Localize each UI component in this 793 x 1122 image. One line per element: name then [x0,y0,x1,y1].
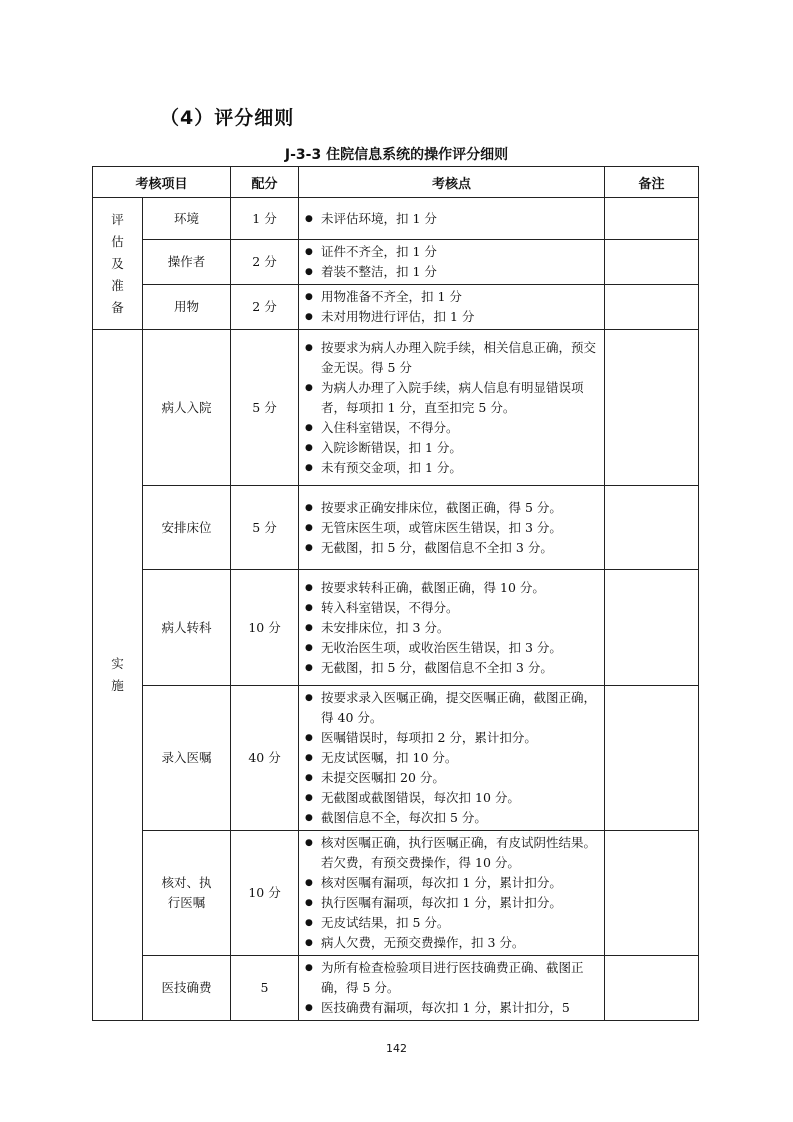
item-cell: 录入医嘱 [143,686,231,831]
point: ● 未提交医嘱扣 20 分。 [305,768,600,788]
item-cell: 操作者 [143,240,231,285]
item-cell: 医技确费 [143,956,231,1021]
table-row [93,198,699,240]
table-row [93,486,699,570]
points-cell [299,956,605,1021]
note-cell [605,831,699,956]
table-row [93,330,699,486]
header-points: 考核点 [299,167,605,198]
point: ● 按要求录入医嘱正确，提交医嘱正确，截图正确，得 40 分。 [305,688,600,728]
page-number: 142 [386,1042,407,1055]
item-cell: 安排床位 [143,486,231,570]
point: ● 无截图，扣 5 分，截图信息不全扣 3 分。 [305,538,600,558]
score-cell: 5 [231,956,299,1021]
note-cell [605,330,699,486]
category-label: 评估及准备 [111,211,124,315]
table-row [93,570,699,686]
header-score: 配分 [231,167,299,198]
point: ● 按要求为病人办理入院手续，相关信息正确，预交金无误。得 5 分 [305,338,600,378]
point: ● 无收治医生项，或收治医生错误，扣 3 分。 [305,638,600,658]
header-note: 备注 [605,167,699,198]
point: ● 无皮试结果，扣 5 分。 [305,913,600,933]
score-cell: 1 分 [231,198,299,240]
note-cell [605,570,699,686]
score-cell: 2 分 [231,285,299,330]
point: ● 未对用物进行评估，扣 1 分 [305,307,600,327]
points-cell [299,198,605,240]
points-cell [299,570,605,686]
point: ● 无截图或截图错误，每次扣 10 分。 [305,788,600,808]
point: ● 未安排床位，扣 3 分。 [305,618,600,638]
point: ● 按要求正确安排床位，截图正确，得 5 分。 [305,498,600,518]
points-cell [299,330,605,486]
point: ● 核对医嘱正确，执行医嘱正确，有皮试阴性结果。若欠费，有预交费操作，得 10 分。 [305,833,600,873]
point: ● 着装不整洁，扣 1 分 [305,262,600,282]
note-cell [605,198,699,240]
point: ● 按要求转科正确，截图正确，得 10 分。 [305,578,600,598]
item-cell: 用物 [143,285,231,330]
category-label: 实施 [111,656,124,693]
table-caption: J-3-3 住院信息系统的操作评分细则 [284,147,509,163]
points-cell [299,486,605,570]
point: ● 无皮试医嘱，扣 10 分。 [305,748,600,768]
point: ● 无管床医生项，或管床医生错误，扣 3 分。 [305,518,600,538]
item-cell [143,831,231,956]
item-label: 核对、执行医嘱 [161,875,212,910]
header-item: 考核项目 [93,167,231,198]
item-cell: 病人转科 [143,570,231,686]
point: ● 用物准备不齐全，扣 1 分 [305,287,600,307]
points-cell [299,686,605,831]
table-row [93,240,699,285]
point: ● 证件不齐全，扣 1 分 [305,242,600,262]
points-cell [299,285,605,330]
point: ● 为所有检查检验项目进行医技确费正确、截图正确，得 5 分。 [305,958,600,998]
points-cell [299,831,605,956]
table-row [93,686,699,831]
point: ● 核对医嘱有漏项，每次扣 1 分，累计扣分。 [305,873,600,893]
item-cell: 环境 [143,198,231,240]
score-cell: 2 分 [231,240,299,285]
point: ● 医嘱错误时，每项扣 2 分，累计扣分。 [305,728,600,748]
point: ● 截图信息不全，每次扣 5 分。 [305,808,600,828]
category-impl [93,330,143,1021]
note-cell [605,686,699,831]
note-cell [605,486,699,570]
score-cell: 10 分 [231,570,299,686]
point: ● 为病人办理了入院手续，病人信息有明显错误项者，每项扣 1 分，直至扣完 5 分。 [305,378,600,418]
table-row [93,285,699,330]
point: ● 病人欠费，无预交费操作，扣 3 分。 [305,933,600,953]
score-cell: 5 分 [231,330,299,486]
point: ● 无截图，扣 5 分，截图信息不全扣 3 分。 [305,658,600,678]
table-header-row [93,167,699,198]
point: ● 未有预交金项，扣 1 分。 [305,458,600,478]
scoring-table [92,166,699,1021]
item-cell: 病人入院 [143,330,231,486]
score-cell: 40 分 [231,686,299,831]
score-cell: 10 分 [231,831,299,956]
point: ● 入住科室错误，不得分。 [305,418,600,438]
note-cell [605,240,699,285]
table-row [93,956,699,1021]
point: ● 未评估环境，扣 1 分 [305,209,600,229]
note-cell [605,285,699,330]
section-heading: （4）评分细则 [160,107,295,129]
point: ● 执行医嘱有漏项，每次扣 1 分，累计扣分。 [305,893,600,913]
score-cell: 5 分 [231,486,299,570]
point: ● 入院诊断错误，扣 1 分。 [305,438,600,458]
points-cell [299,240,605,285]
point: ● 医技确费有漏项，每次扣 1 分，累计扣分，5 [305,998,600,1018]
note-cell [605,956,699,1021]
table-row [93,831,699,956]
category-prep [93,198,143,330]
point: ● 转入科室错误，不得分。 [305,598,600,618]
